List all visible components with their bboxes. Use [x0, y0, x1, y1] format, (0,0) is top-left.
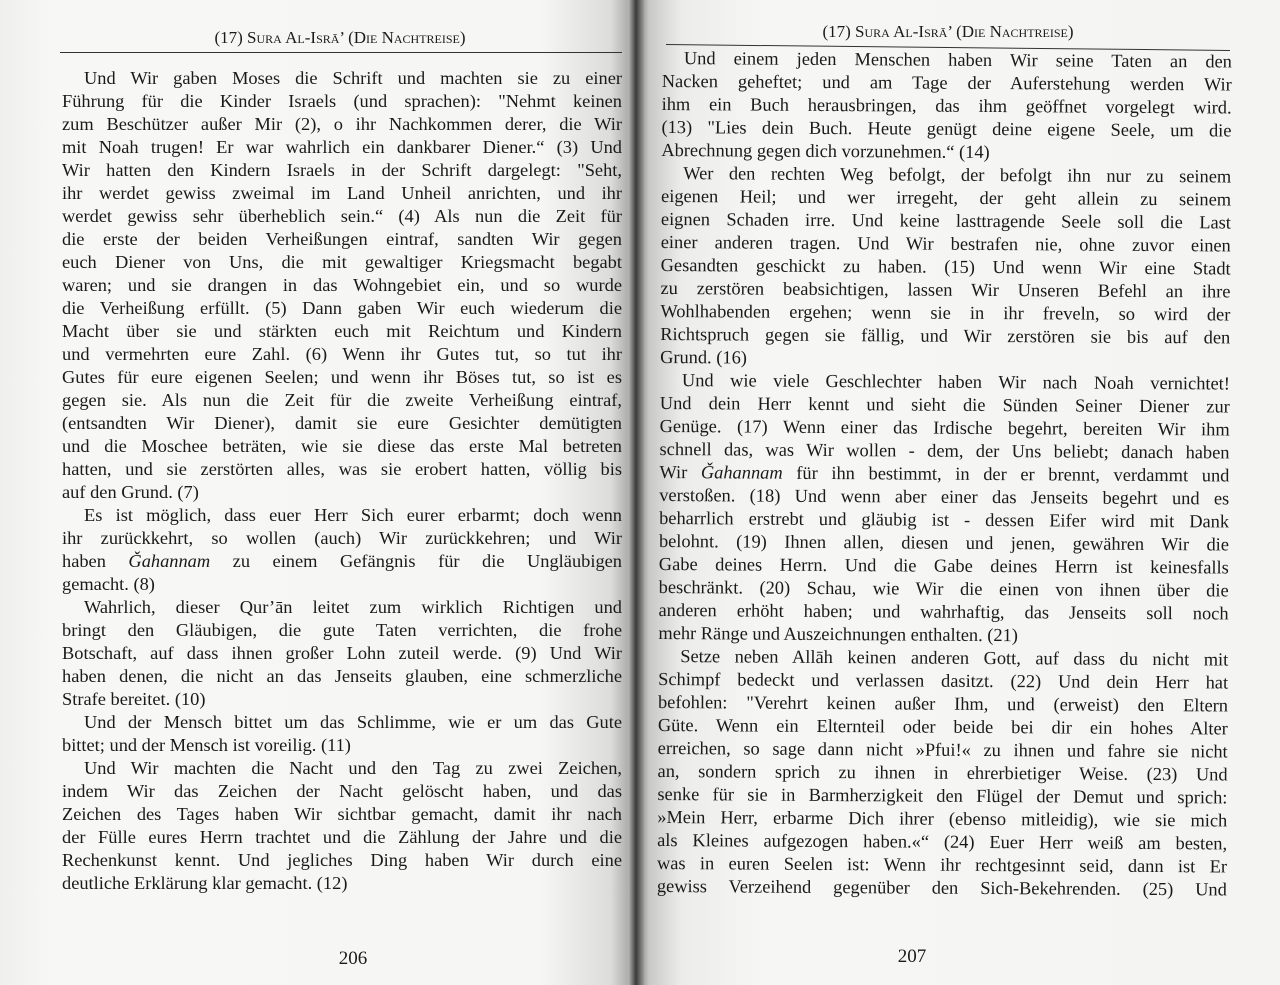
- text-line: Richtspruch gegen sie fällig, und Wir zerstören sie bis auf den: [660, 323, 1231, 348]
- text-line: Setze neben Allāh keinen anderen Gott, auf dass du nicht mit: [680, 646, 1229, 670]
- text-line: waren; und sie drangen in das Wohngebiet ein, und so wurde: [62, 275, 622, 295]
- text-line: hatten, und sie zerstörten alles, was sie erobert hatten, völlig bis: [62, 459, 622, 479]
- body-text: [62, 67, 622, 895]
- text-line: Rechenkunst kennt. Und jegliches Ding haben Wir durch eine: [62, 850, 622, 870]
- text-line: schnell das, was Wir wollen - dem, der Uns beliebt; danach haben: [659, 438, 1230, 463]
- text-line: (entsandten Wir Diener), damit sie eure Gesichter demütigten: [62, 413, 622, 433]
- text-line: Abrechnung gegen dich vorzunehmen.“ (14): [661, 139, 990, 163]
- paragraph: [661, 47, 1232, 165]
- text-line: Wohlhabenden ergehen; wenn sie in ihr freveln, so wird der: [660, 300, 1231, 325]
- text-line: Zeichen des Tages haben Wir sichtbar gemacht, damit ihr nach: [62, 804, 622, 824]
- text-line: und die Moschee beträten, wie sie diese das erste Mal betreten: [62, 436, 622, 456]
- text-line: euch Diener von Uns, die mit gewaltiger Kriegsmacht begabt: [62, 252, 622, 272]
- text-line: ihm ein Buch herausbringen, das ihm geöffnet vorgelegt wird.: [661, 93, 1232, 118]
- text-line: gemacht. (8): [62, 574, 155, 594]
- text-line: Wahrlich, dieser Qur’ān leitet zum wirklich Richtigen und: [84, 597, 622, 617]
- text-line: an, sondern sprich zu ihnen in ehrerbietiger Weise. (23) Und: [657, 760, 1228, 785]
- text-line: einer anderen tragen. Und Wir bestrafen nie, ohne zuvor einen: [660, 231, 1231, 256]
- text-line: Und Wir machten die Nacht und den Tag zu zwei Zeichen,: [84, 758, 622, 778]
- text-line: erreichen, so sage dann nicht »Pfui!« zu ihnen und fahre sie nicht: [657, 737, 1228, 762]
- text-line: ihr werdet gewiss zweimal im Land Unheil anrichten, und ihr: [62, 183, 622, 203]
- text-line: beschränkt. (20) Schau, wie Wir die einen von ihnen über die: [658, 576, 1229, 601]
- text-line: auf den Grund. (7): [62, 482, 199, 502]
- body-text: [657, 47, 1232, 901]
- text-line: Schimpf bedeckt und verlassen dasitzt. (22) Und dein Herr hat: [658, 668, 1229, 693]
- text-line: die erste der beiden Verheißungen eintraf, sandten Wir gegen: [62, 229, 622, 249]
- text-line: eignen Schaden irre. Und keine lasttragende Seele soll die Last: [660, 208, 1231, 233]
- text-line: Nacken geheftet; und am Tage der Auferstehung werden Wir: [661, 70, 1232, 95]
- text-line: gewiss Verzeihend gegenüber den Sich-Bekehrenden. (25) Und: [656, 875, 1227, 900]
- text-line: Wir hatten den Kindern Israels in der Schrift dargelegt: "Seht,: [62, 160, 622, 180]
- paragraph: [62, 711, 622, 757]
- text-line: senke für sie in Barmherzigkeit den Flügel der Demut und sprich:: [657, 783, 1228, 808]
- text-line: mehr Ränge und Auszeichnungen enthalten. (21): [658, 622, 1019, 646]
- text-line: Und der Mensch bittet um das Schlimme, wie er um das Gute: [84, 712, 622, 732]
- header-rule: [60, 52, 622, 53]
- paragraph: [658, 369, 1230, 648]
- paragraph: [62, 504, 622, 596]
- left-page: [0, 0, 636, 985]
- text-line: eigenen Heil; und wer irregeht, der geht allein zu seinem: [661, 185, 1232, 210]
- text-line: befohlen: "Verehrt keinen außer Ihm, und (erweist) den Eltern: [657, 691, 1229, 716]
- text-line: Botschaft, auf dass ihnen großer Lohn zuteil werde. (9) Und Wir: [62, 643, 622, 663]
- text-line: haben Ǧahannam zu einem Gefängnis für die Ungläubigen: [62, 551, 622, 571]
- text-line: Gabe deines Herrn. Und die Gabe deines Herrn ist keinesfalls: [658, 553, 1229, 578]
- page-number: 206: [338, 948, 368, 969]
- text-line: Genüge. (17) Wenn einer das Irdische begehrt, bereiten Wir ihm: [659, 415, 1230, 440]
- text-line: was in euren Seelen ist: Wenn ihr rechtgesinnt seid, dann ist Er: [656, 852, 1228, 877]
- text-line: beharrlich erstrebt und gläubig ist - dessen Eifer wird mit Dank: [659, 507, 1230, 532]
- paragraph: [62, 596, 622, 711]
- text-line: werdet gewiss sehr überheblich sein.“ (4) Als nun die Zeit für: [62, 206, 622, 226]
- text-line: Güte. Wenn ein Elternteil oder beide bei dir ein hohes Alter: [657, 714, 1228, 739]
- text-line: bringt den Gläubigen, die gute Taten verrichten, die frohe: [62, 620, 622, 640]
- text-line: Wer den rechten Weg befolgt, der befolgt ihn nur zu seinem: [683, 163, 1232, 187]
- text-line: verstoßen. (18) Und wenn aber einer das Jenseits begehrt und es: [659, 484, 1230, 509]
- page-number: 207: [897, 946, 927, 967]
- text-line: (13) "Lies dein Buch. Heute genügt deine eigene Seele, um die: [661, 116, 1232, 141]
- text-line: gegen sie. Als nun die Zeit für die zweite Verheißung eintraf,: [62, 390, 622, 410]
- text-line: Gutes für eure eigenen Seelen; und wenn ihr Böses tut, so ist es: [62, 367, 622, 387]
- italic-term: Ǧahannam: [700, 462, 783, 483]
- paragraph: [62, 757, 622, 895]
- running-head: (17) Sura Al-Isrā’ (Die Nachtreise): [214, 28, 466, 47]
- text-line: Und Wir gaben Moses die Schrift und machten sie zu einer: [84, 68, 622, 88]
- text-line: Und einem jeden Menschen haben Wir seine Taten an den: [683, 48, 1232, 72]
- text-line: Macht über sie und stärkten euch mit Reichtum und Kindern: [62, 321, 622, 341]
- book-gutter: [628, 0, 644, 985]
- text-line: mit Noah trugen! Er war wahrlich ein dankbarer Diener.“ (3) Und: [62, 137, 622, 157]
- italic-term: Ǧahannam: [128, 551, 211, 571]
- text-line: zum Beschützer außer Mir (2), o ihr Nachkommen derer, die Wir: [62, 114, 622, 134]
- text-line: haben denen, die nicht an das Jenseits glauben, eine schmerzliche: [62, 666, 622, 686]
- text-line: deutliche Erklärung klar gemacht. (12): [62, 873, 348, 893]
- text-line: Führung für die Kinder Israels (und sprachen): "Nehmt keinen: [62, 91, 622, 111]
- paragraph: [657, 645, 1229, 901]
- text-line: Und wie viele Geschlechter haben Wir nach Noah vernichtet!: [681, 370, 1231, 394]
- text-line: indem Wir das Zeichen der Nacht gelöscht haben, und das: [62, 781, 622, 801]
- text-line: bittet; und der Mensch ist voreilig. (11): [62, 735, 351, 755]
- right-page: [636, 0, 1280, 985]
- text-line: und vermehrten eure Zahl. (6) Wenn ihr Gutes tut, so tut ihr: [62, 344, 622, 364]
- paragraph: [62, 67, 622, 504]
- text-line: die Verheißung erfüllt. (5) Dann gaben Wir euch wiederum die: [62, 298, 622, 318]
- text-line: Und dein Herr kennt und sieht die Sünden Seiner Diener zur: [659, 392, 1230, 417]
- text-line: der Fülle eures Herrn trachtet und die Zählung der Jahre und die: [62, 827, 622, 847]
- text-line: »Mein Herr, erbarme Dich ihrer (ebenso mitleidig), wie sie mich: [657, 806, 1228, 831]
- paragraph: [660, 162, 1231, 372]
- text-line: Wir Ǧahannam für ihn bestimmt, in der er brennt, verdammt und: [659, 461, 1230, 486]
- running-head: (17) Sura Al-Isrā’ (Die Nachtreise): [822, 22, 1074, 41]
- text-line: anderen erhöht haben; und wahrhaftig, das Jenseits soll noch: [658, 599, 1229, 624]
- text-line: belohnt. (19) Ihnen allen, diesen und jenen, gewähren Wir die: [658, 530, 1230, 555]
- text-line: Grund. (16): [660, 346, 747, 368]
- text-line: Strafe bereitet. (10): [62, 689, 206, 709]
- text-line: Es ist möglich, dass euer Herr Sich eurer erbarmt; doch wenn: [84, 505, 622, 525]
- text-line: Gesandten geschickt zu haben. (15) Und wenn Wir eine Stadt: [660, 254, 1231, 279]
- text-line: ihr zurückkehrt, so wollen (auch) Wir zurückkehren; und Wir: [62, 528, 622, 548]
- text-line: zu zerstören beabsichtigen, lassen Wir Unseren Befehl an ihre: [660, 277, 1231, 302]
- text-line: als Kleines aufgezogen haben.«“ (24) Euer Herr weiß am besten,: [657, 829, 1228, 854]
